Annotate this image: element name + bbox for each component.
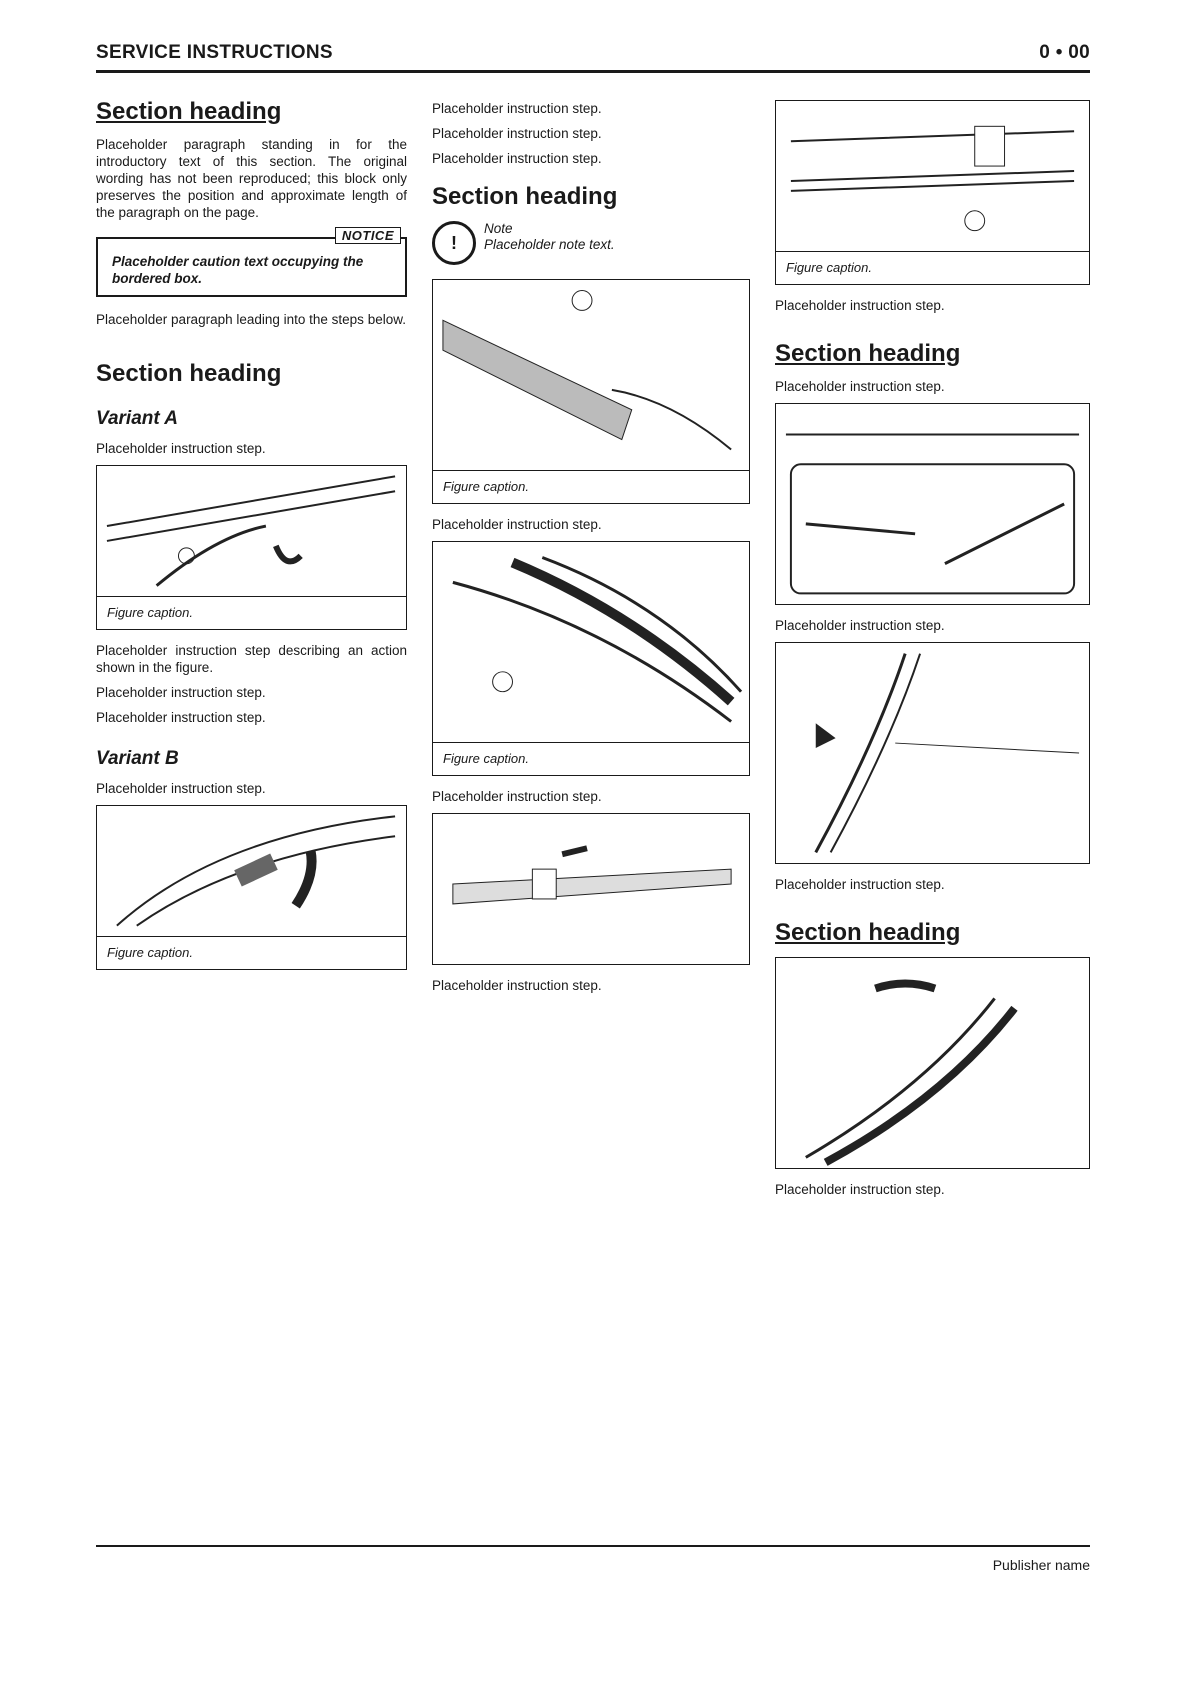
warning-box (96, 228, 407, 297)
subheading-variant-b: Variant B (96, 748, 179, 769)
step: Placeholder instruction step. (432, 151, 602, 166)
figure-illustration (776, 404, 1089, 604)
step: Placeholder instruction step. (775, 379, 945, 394)
intro-paragraph: Placeholder paragraph standing in for the introductory text of this section. The original wording has not been reproduced; this block only preserves the position and approximate length of the paragraph on the page. (96, 137, 407, 220)
publisher-name: Publisher name (992, 1557, 1090, 1573)
page-header (96, 36, 1090, 73)
section-heading: Section heading (432, 183, 618, 210)
figure (775, 957, 1090, 1169)
lightbulb-icon: ! (432, 221, 476, 265)
warning-text: Placeholder caution text occupying the bordered box. (112, 254, 364, 286)
section-heading: Section heading (96, 98, 282, 125)
figure-illustration (776, 101, 1089, 252)
holder-alignment-illustration (433, 814, 749, 964)
figure-illustration (776, 643, 1089, 863)
figure-illustration (433, 542, 749, 743)
figure-caption: Figure caption. (107, 945, 193, 960)
column-2 (432, 100, 750, 1002)
subheading-variant-a: Variant A (96, 408, 179, 429)
section-heading: Section heading (96, 360, 282, 387)
figure (432, 541, 750, 776)
rear-wiper-rotate-illustration (776, 643, 1089, 863)
note-text: Placeholder note text. (484, 237, 615, 252)
warning-tag: NOTICE (335, 227, 401, 244)
figure-illustration (433, 280, 749, 471)
figure-caption: Figure caption. (786, 260, 872, 275)
rear-scraper-illustration (776, 958, 1089, 1168)
page-number: 0 • 00 (1039, 42, 1090, 63)
step: Placeholder instruction step. (775, 618, 945, 633)
step: Placeholder instruction step. (432, 101, 602, 116)
step: Placeholder instruction step. (432, 517, 602, 532)
page-footer (96, 1545, 1090, 1573)
figure (432, 279, 750, 504)
figure-illustration (776, 958, 1089, 1168)
figure-caption: Figure caption. (443, 479, 529, 494)
step: Placeholder instruction step. (96, 685, 266, 700)
note-title: Note (484, 221, 513, 236)
figure (96, 465, 407, 630)
step: Placeholder instruction step. (432, 126, 602, 141)
metal-ribs-illustration (433, 542, 749, 742)
paragraph: Placeholder paragraph leading into the steps below. (96, 312, 406, 327)
wiper-cover-illustration (97, 806, 406, 936)
figure-caption: Figure caption. (107, 605, 193, 620)
step: Placeholder instruction step. (775, 877, 945, 892)
section-heading: Section heading (775, 340, 961, 367)
figure-illustration (97, 466, 406, 597)
column-1 (96, 100, 407, 982)
figure (775, 403, 1090, 605)
step: Placeholder instruction step. (775, 298, 945, 313)
step: Placeholder instruction step. (96, 710, 266, 725)
step: Placeholder instruction step. (775, 1182, 945, 1197)
step: Placeholder instruction step. (432, 978, 602, 993)
figure (432, 813, 750, 965)
figure-illustration (97, 806, 406, 937)
wiper-lock-illustration (97, 466, 406, 596)
step: Placeholder instruction step. (96, 441, 266, 456)
figure-caption: Figure caption. (443, 751, 529, 766)
column-3 (775, 100, 1090, 1206)
figure (775, 642, 1090, 864)
figure (775, 100, 1090, 285)
header-title: SERVICE INSTRUCTIONS (96, 42, 333, 63)
section-heading: Section heading (775, 919, 961, 946)
note-block (432, 221, 750, 265)
blade-removal-illustration (433, 280, 749, 470)
rear-wiper-detail-illustration (776, 404, 1089, 604)
figure (96, 805, 407, 970)
stopper-illustration (776, 101, 1089, 251)
figure-illustration (433, 814, 749, 964)
step: Placeholder instruction step. (96, 781, 266, 796)
step: Placeholder instruction step describing an action shown in the figure. (96, 643, 407, 675)
step: Placeholder instruction step. (432, 789, 602, 804)
